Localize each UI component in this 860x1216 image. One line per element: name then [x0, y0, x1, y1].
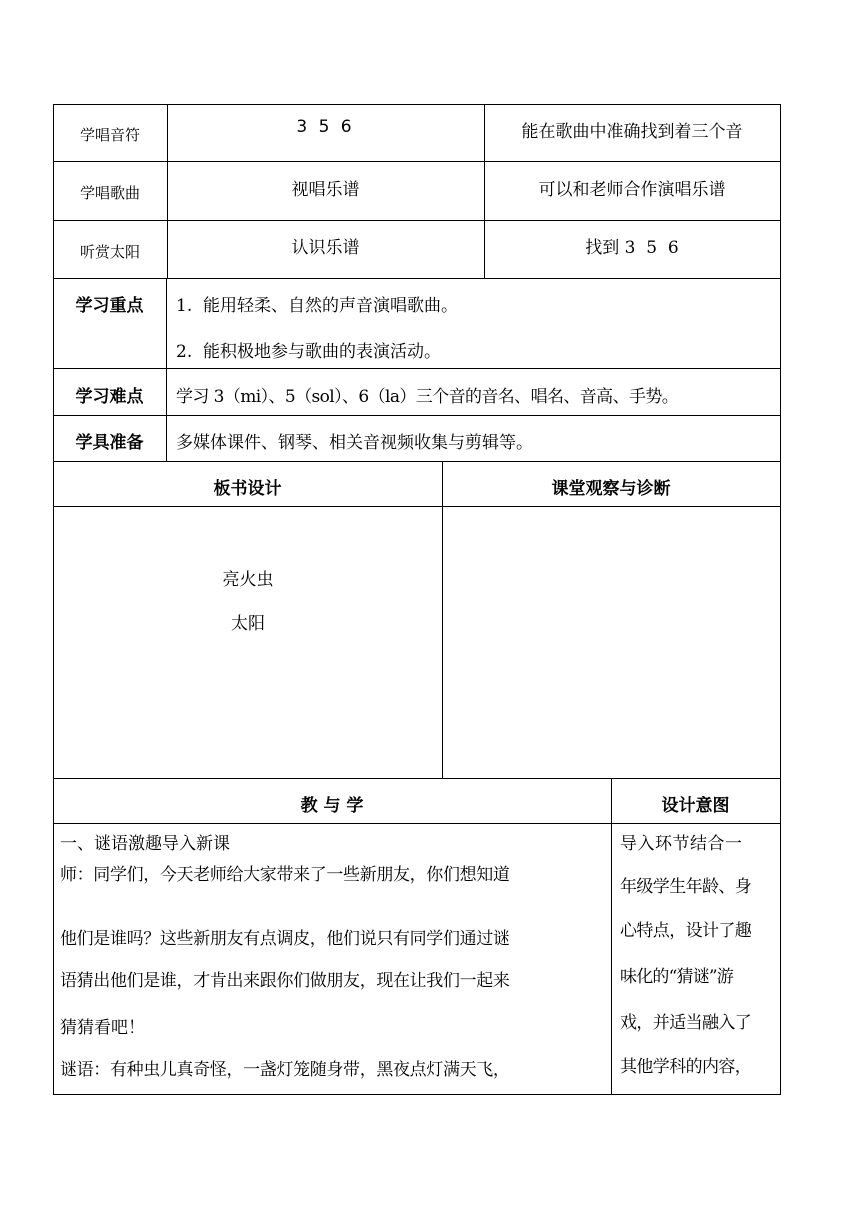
row-line: [53, 220, 781, 221]
col-line: [442, 461, 443, 778]
row-content: 视唱乐谱: [291, 180, 360, 200]
row-line: [53, 104, 781, 105]
observation-header: 课堂观察与诊断: [551, 479, 671, 499]
key-point-item: 1. 能用轻柔、自然的声音演唱歌曲。: [176, 296, 459, 316]
row-goal: 能在歌曲中准确找到着三个音: [521, 122, 743, 142]
row-line: [53, 506, 781, 507]
row-goal: 可以和老师合作演唱乐谱: [538, 180, 726, 200]
row-item-label: 听赏太阳: [79, 243, 140, 261]
design-intent-header: 设计意图: [661, 796, 730, 816]
row-line: [53, 278, 781, 279]
teaching-line: 猜猜看吧！: [60, 1018, 145, 1038]
materials-label: 学具准备: [75, 433, 144, 453]
table-border-bottom: [53, 1094, 781, 1095]
teaching-line: 谜语：有种虫儿真奇怪，一盏灯笼随身带，黑夜点灯满天飞，: [60, 1060, 510, 1080]
board-design-header: 板书设计: [213, 479, 282, 499]
row-line: [53, 415, 781, 416]
difficulties-text: 学习 3（mi）、5（sol）、6（la）三个音的音名、唱名、音高、手势。: [176, 387, 679, 407]
design-intent-line: 其他学科的内容，: [620, 1057, 752, 1077]
design-intent-line: 心特点，设计了趣: [620, 921, 752, 941]
row-goal: 找到 3 5 6: [585, 238, 679, 258]
board-line: 亮火虫: [222, 570, 274, 590]
row-line: [53, 161, 781, 162]
row-line: [53, 778, 781, 779]
row-item-label: 学唱歌曲: [79, 184, 140, 202]
design-intent-line: 戏，并适当融入了: [620, 1013, 752, 1033]
row-item-label: 学唱音符: [79, 126, 140, 144]
col-line: [166, 278, 167, 461]
teaching-header: 教 与 学: [300, 796, 364, 816]
teaching-line: 师：同学们，今天老师给大家带来了一些新朋友，你们想知道: [60, 865, 510, 885]
teaching-line: 他们是谁吗？这些新朋友有点调皮，他们说只有同学们通过谜: [60, 929, 510, 949]
design-intent-line: 导入环节结合一: [620, 834, 743, 854]
materials-text: 多媒体课件、钢琴、相关音视频收集与剪辑等。: [176, 433, 533, 453]
row-line: [53, 368, 781, 369]
table-border-right: [780, 104, 781, 1095]
design-intent-line: 年级学生年龄、身: [620, 877, 752, 897]
teaching-line: 一、谜语激趣导入新课: [60, 834, 230, 854]
row-line: [53, 461, 781, 462]
row-content: 3 5 6: [296, 117, 355, 137]
row-line: [53, 823, 781, 824]
teaching-line: 语猜出他们是谁，才肯出来跟你们做朋友，现在让我们一起来: [60, 971, 510, 991]
difficulties-label: 学习难点: [75, 387, 144, 407]
key-points-label: 学习重点: [75, 296, 144, 316]
row-content: 认识乐谱: [291, 238, 360, 258]
design-intent-line: 味化的“猜谜”游: [620, 967, 733, 987]
key-point-item: 2. 能积极地参与歌曲的表演活动。: [176, 342, 442, 362]
col-line: [611, 778, 612, 1094]
board-line: 太阳: [231, 614, 265, 634]
